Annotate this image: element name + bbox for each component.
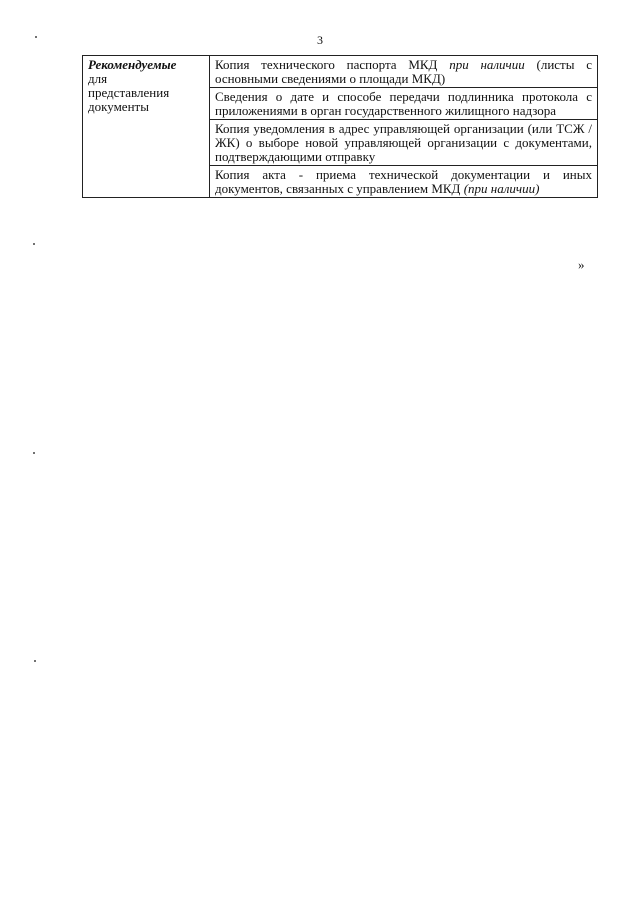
table-row: [83, 56, 598, 88]
document-item-italic: при наличии: [449, 57, 525, 72]
category-label-line: для: [88, 71, 108, 86]
scan-speck: [35, 36, 37, 38]
document-item: [210, 120, 598, 166]
document-item-text: Копия технического паспорта МКД: [215, 57, 450, 72]
document-item-text: Копия акта - приема технической документации и иных документов, связанных с управлением МКД: [215, 167, 592, 196]
closing-quote: »: [578, 257, 585, 272]
document-item-italic: (при наличии): [463, 181, 540, 196]
scan-speck: [33, 243, 35, 245]
category-label-line: представления: [88, 85, 170, 100]
document-item: [210, 166, 598, 198]
document-item-text: (листы с основными сведениями о площади МКД): [215, 57, 592, 86]
category-label-cell: [83, 56, 210, 198]
scan-speck: [34, 660, 36, 662]
document-item: [210, 88, 598, 120]
category-label-line: документы: [88, 99, 149, 114]
category-label-emphasis: Рекомендуемые: [88, 57, 177, 72]
document-item-text: Копия уведомления в адрес управляющей организации (или ТСЖ / ЖК) о выборе новой управляющей организации с документами, подтверждающими отправку: [215, 121, 592, 164]
scan-speck: [33, 452, 35, 454]
document-item: [210, 56, 598, 88]
documents-table: [82, 55, 598, 198]
page-number: 3: [317, 33, 323, 47]
document-item-text: Сведения о дате и способе передачи подлинника протокола с приложениями в орган государственного жилищного надзора: [215, 89, 592, 118]
